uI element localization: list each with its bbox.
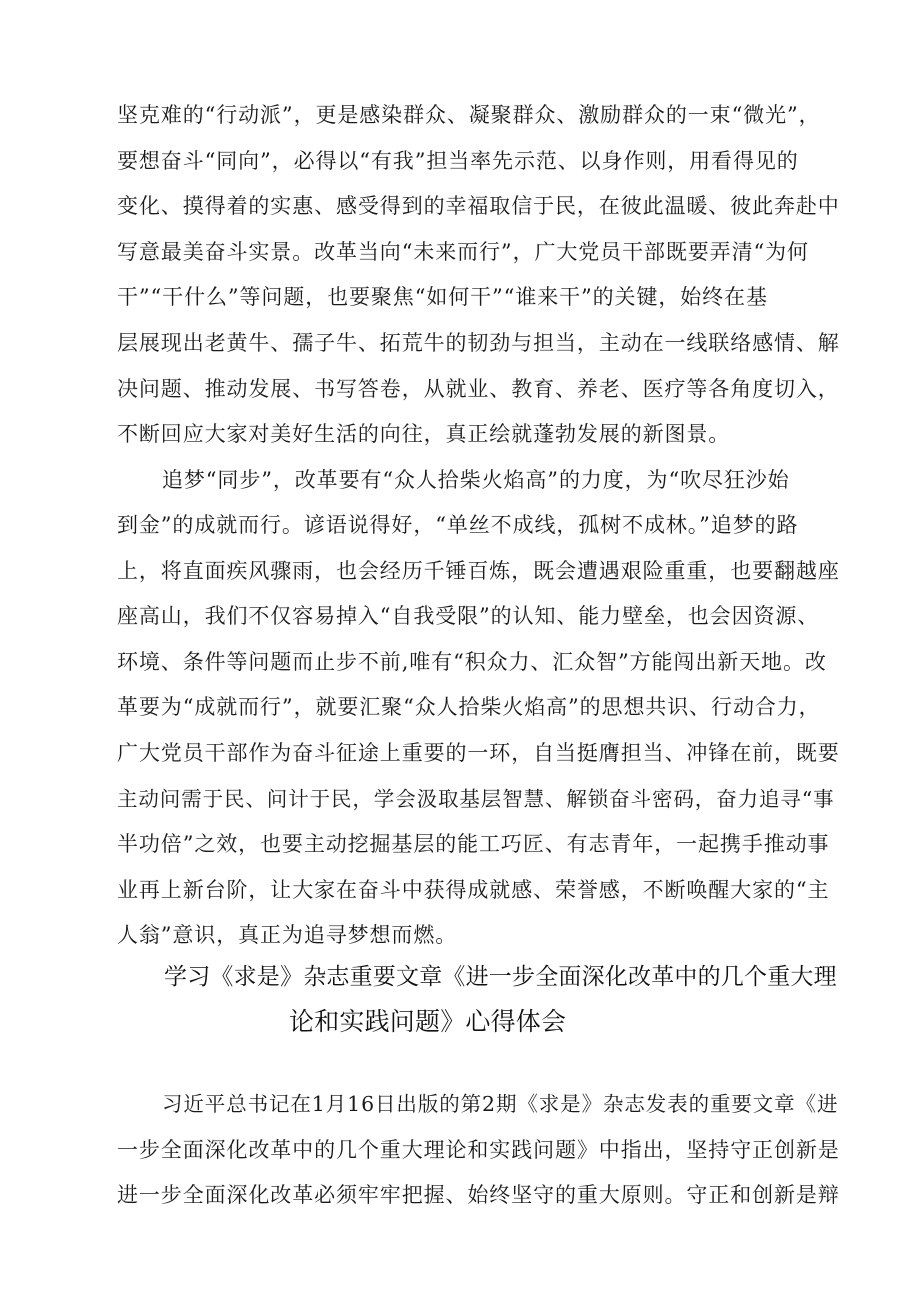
paragraph-line: 坚克难的“行动派”，更是感染群众、凝聚群众、激励群众的一束“微光”， bbox=[117, 103, 821, 127]
paragraph-line: 层展现出老黄牛、孺子牛、拓荒牛的韧劲与担当，主动在一线联络感情、解 bbox=[117, 331, 840, 355]
paragraph-line: 环境、条件等问题而止步不前,唯有“积众力、汇众智”方能闯出新天地。改 bbox=[117, 650, 827, 674]
paragraph-line: 业再上新台阶，让大家在奋斗中获得成就感、荣誉感，不断唤醒大家的“主 bbox=[117, 878, 830, 902]
paragraph-line: 变化、摸得着的实惠、感受得到的幸福取信于民，在彼此温暖、彼此奔赴中 bbox=[117, 194, 840, 218]
paragraph-line: 干”“干什么”等问题，也要聚焦“如何干”“谁来干”的关键，始终在基 bbox=[117, 285, 768, 309]
paragraph-line: 上，将直面疾风骤雨，也会经历千锤百炼，既会遭遇艰险重重，也要翻越座 bbox=[117, 559, 840, 583]
paragraph-line: 广大党员干部作为奋斗征途上重要的一环，自当挺膺担当、冲锋在前，既要 bbox=[117, 741, 840, 765]
paragraph-line: 写意最美奋斗实景。改革当向“未来而行”，广大党员干部既要弄清“为何 bbox=[117, 240, 809, 264]
paragraph-line: 革要为“成就而行”，就要汇聚“众人拾柴火焰高”的思想共识、行动合力， bbox=[117, 695, 821, 719]
article-title-line-2: 论和实践问题》心得体会 bbox=[289, 1007, 567, 1036]
paragraph-line: 座高山，我们不仅容易掉入“自我受限”的认知、能力壁垒，也会因资源、 bbox=[117, 604, 820, 628]
paragraph-line: 人翁”意识，真正为追寻梦想而燃。 bbox=[117, 923, 458, 947]
paragraph-line: 追梦“同步”，改革要有“众人拾柴火焰高”的力度，为“吹尽狂沙始 bbox=[162, 468, 790, 492]
paragraph-line: 主动问需于民、问计于民，学会汲取基层智慧、解锁奋斗密码，奋力追寻“事 bbox=[117, 787, 835, 811]
article-title-line-1: 学习《求是》杂志重要文章《进一步全面深化改革中的几个重大理 bbox=[164, 964, 837, 990]
paragraph-line: 一步全面深化改革中的几个重大理论和实践问题》中指出，坚持守正创新是 bbox=[117, 1138, 840, 1162]
paragraph-line: 要想奋斗“同向”，必得以“有我”担当率先示范、以身作则，用看得见的 bbox=[117, 149, 799, 173]
paragraph-line: 决问题、推动发展、书写答卷，从就业、教育、养老、医疗等各角度切入， bbox=[117, 377, 840, 401]
paragraph-line: 不断回应大家对美好生活的向往，真正绘就蓬勃发展的新图景。 bbox=[117, 422, 731, 446]
paragraph-line: 习近平总书记在1月16日出版的第2期《求是》杂志发表的重要文章《进 bbox=[162, 1092, 839, 1116]
paragraph-line: 半功倍”之效，也要主动挖掘基层的能工巧匠、有志青年，一起携手推动事 bbox=[117, 832, 830, 856]
paragraph-line: 进一步全面深化改革必须牢牢把握、始终坚守的重大原则。守正和创新是辩 bbox=[117, 1183, 840, 1207]
paragraph-line: 到金”的成就而行。谚语说得好，“单丝不成线，孤树不成林。”追梦的路 bbox=[117, 513, 799, 537]
